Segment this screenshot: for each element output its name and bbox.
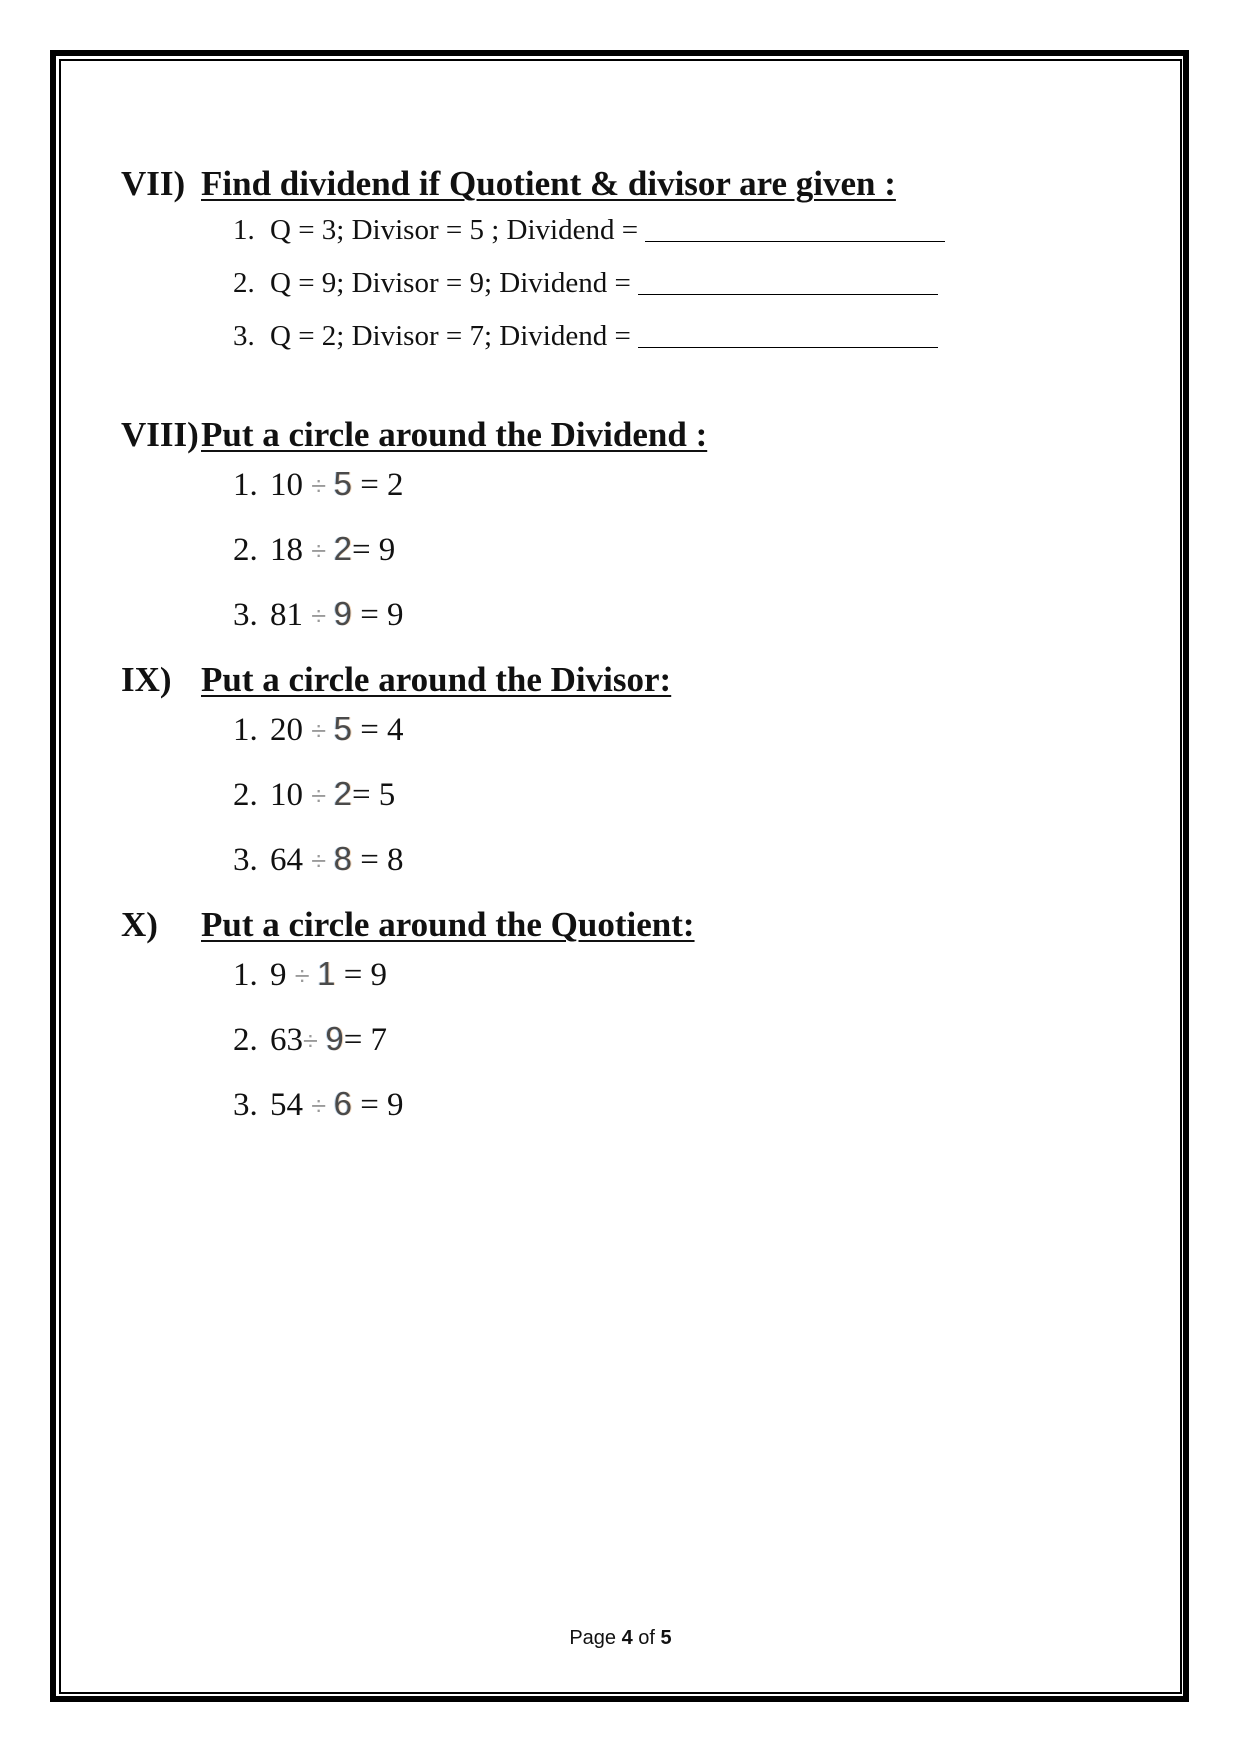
division-sign: ÷ [303, 1026, 326, 1056]
division-item [233, 1006, 1171, 1071]
division-sign: ÷ [294, 961, 318, 991]
item-number: 3. [233, 1087, 258, 1123]
divisor: 6 [333, 1085, 352, 1122]
division-sign: ÷ [311, 781, 334, 811]
question-text: Q = 2; Divisor = 7; Dividend = [270, 320, 631, 352]
divisor: 1 [317, 955, 336, 992]
divisor: 9 [325, 1020, 344, 1057]
section-header [121, 415, 1171, 455]
page-footer [0, 1626, 1241, 1650]
result: = 7 [343, 1022, 388, 1058]
result: = 9 [351, 532, 396, 568]
item-number: 1. [233, 467, 258, 503]
division-sign: ÷ [311, 601, 334, 631]
section-heading: Put a circle around the Dividend : [201, 415, 708, 454]
divisor: 2 [333, 775, 352, 812]
dividend: 10 [270, 467, 312, 503]
divisor: 9 [333, 595, 352, 632]
page-label: Page [569, 1627, 617, 1649]
item-number: 1. [233, 957, 258, 993]
dividend: 9 [270, 957, 295, 993]
section-numeral: IX) [121, 660, 172, 699]
division-item [233, 696, 1171, 761]
section-header [121, 660, 1171, 700]
item-number: 3. [233, 597, 258, 633]
division-sign: ÷ [311, 716, 334, 746]
dividend: 54 [270, 1087, 312, 1123]
question-item [233, 310, 1171, 363]
current-page-number: 4 [621, 1627, 633, 1649]
division-sign: ÷ [311, 1091, 334, 1121]
result: = 4 [351, 712, 404, 748]
answer-blank [638, 294, 938, 295]
total-pages-number: 5 [660, 1627, 672, 1649]
division-item [233, 1071, 1171, 1136]
dividend: 18 [270, 532, 312, 568]
division-item [233, 451, 1171, 516]
section-ix [121, 660, 1171, 891]
question-list [121, 941, 1171, 1136]
result: = 9 [351, 1087, 404, 1123]
of-label: of [638, 1627, 655, 1649]
dividend: 64 [270, 842, 312, 878]
question-list [121, 204, 1171, 363]
result: = 9 [351, 597, 404, 633]
question-list [121, 696, 1171, 891]
dividend: 20 [270, 712, 312, 748]
section-heading: Put a circle around the Quotient: [201, 905, 695, 944]
question-item [233, 257, 1171, 310]
division-item [233, 761, 1171, 826]
item-number: 3. [233, 320, 255, 352]
division-item [233, 941, 1171, 1006]
divisor: 2 [333, 530, 352, 567]
divisor: 5 [333, 465, 352, 502]
division-sign: ÷ [311, 536, 334, 566]
section-viii [121, 415, 1171, 646]
division-item [233, 516, 1171, 581]
question-item [233, 204, 1171, 257]
dividend: 10 [270, 777, 312, 813]
section-x [121, 905, 1171, 1136]
question-list [121, 451, 1171, 646]
result: = 5 [351, 777, 396, 813]
section-header [121, 164, 1171, 204]
section-heading: Find dividend if Quotient & divisor are given : [201, 164, 896, 203]
result: = 9 [335, 957, 388, 993]
division-item [233, 581, 1171, 646]
section-numeral: VII) [121, 164, 186, 203]
item-number: 1. [233, 214, 255, 246]
question-text: Q = 9; Divisor = 9; Dividend = [270, 267, 631, 299]
division-sign: ÷ [311, 846, 334, 876]
item-number: 2. [233, 267, 255, 299]
item-number: 2. [233, 777, 258, 813]
result: = 2 [351, 467, 404, 503]
section-numeral: X) [121, 905, 158, 944]
item-number: 1. [233, 712, 258, 748]
dividend: 81 [270, 597, 312, 633]
item-number: 3. [233, 842, 258, 878]
section-vii [121, 164, 1171, 363]
question-text: Q = 3; Divisor = 5 ; Dividend = [270, 214, 639, 246]
section-heading: Put a circle around the Divisor: [201, 660, 672, 699]
result: = 8 [351, 842, 404, 878]
answer-blank [645, 241, 945, 242]
answer-blank [638, 347, 938, 348]
dividend: 63 [270, 1022, 303, 1058]
divisor: 8 [333, 840, 352, 877]
section-numeral: VIII) [121, 415, 199, 454]
item-number: 2. [233, 532, 258, 568]
section-header [121, 905, 1171, 945]
division-item [233, 826, 1171, 891]
division-sign: ÷ [311, 471, 334, 501]
item-number: 2. [233, 1022, 258, 1058]
divisor: 5 [333, 710, 352, 747]
